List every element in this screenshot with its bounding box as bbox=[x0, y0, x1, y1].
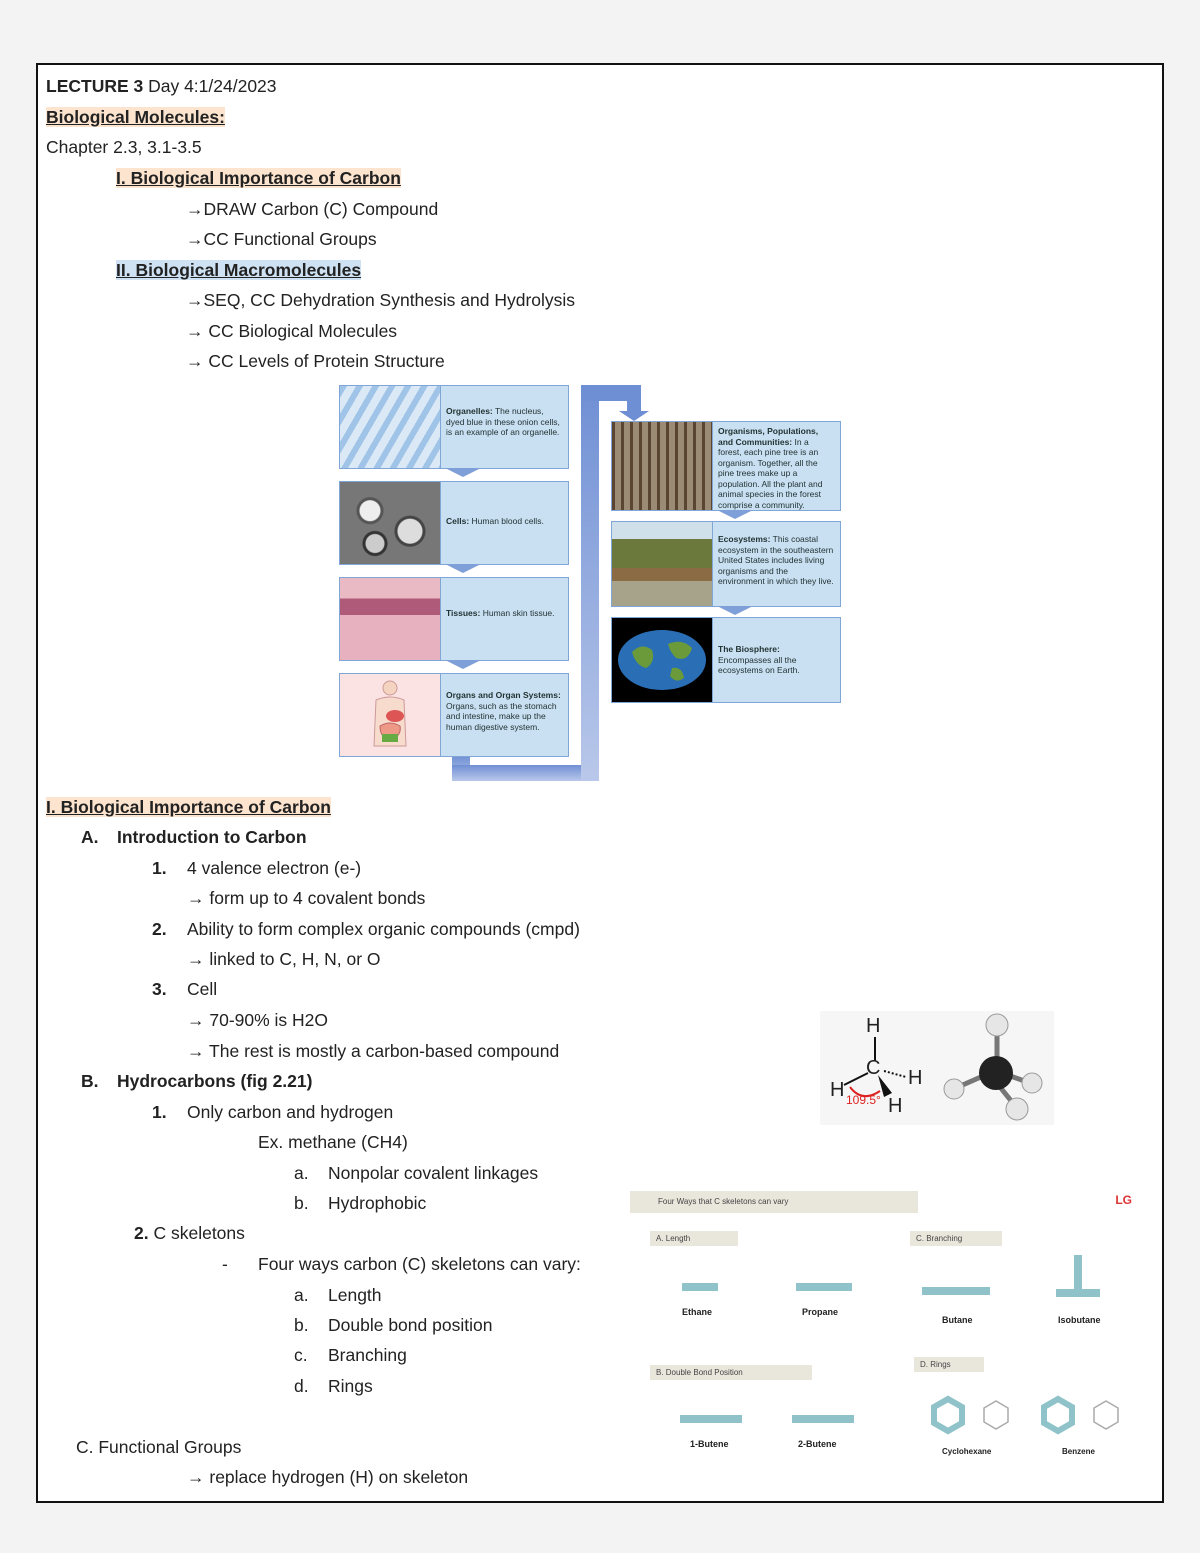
intro-to-carbon-heading: Introduction to Carbon bbox=[117, 827, 307, 847]
methane-atom-c: C bbox=[866, 1057, 881, 1079]
list-item: Four ways carbon (C) skeletons can vary: bbox=[258, 1254, 581, 1274]
bond-angle-label: 109.5° bbox=[846, 1093, 881, 1107]
item-marker: B. bbox=[81, 1071, 99, 1091]
item-number: 1. bbox=[152, 858, 167, 878]
methane-atom-h: H bbox=[830, 1079, 845, 1101]
blood-cells-image bbox=[340, 482, 441, 564]
outline-item: → CC Levels of Protein Structure bbox=[186, 351, 445, 371]
example-text: Ex. methane (CH4) bbox=[258, 1132, 408, 1152]
level-ecosystems: Ecosystems: This coastal ecosystem in the southeastern United States includes living organisms and the environment in which they live. bbox=[611, 521, 841, 607]
dash-marker: - bbox=[222, 1254, 228, 1274]
level-organs: Organs and Organ Systems: Organs, such as the stomach and intestine, make up the human digestive system. bbox=[339, 673, 569, 757]
coastal-ecosystem-image bbox=[612, 522, 713, 606]
methane-atom-h: H bbox=[908, 1067, 923, 1089]
panel-label-double-bond: B. Double Bond Position bbox=[650, 1365, 812, 1380]
onion-cells-image bbox=[340, 386, 441, 468]
sub-marker: c. bbox=[294, 1345, 308, 1365]
molecule-label: Cyclohexane bbox=[942, 1447, 992, 1456]
carbon-skeletons-figure bbox=[630, 1189, 1140, 1467]
skin-tissue-image bbox=[340, 578, 441, 660]
list-subitem: → 70-90% is H2O bbox=[187, 1010, 329, 1030]
c-skeletons-item: 2. C skeletons bbox=[134, 1223, 245, 1243]
outline-section-2: II. Biological Macromolecules bbox=[116, 260, 362, 280]
outline-section-1: I. Biological Importance of Carbon bbox=[116, 168, 401, 188]
chapter-text: Chapter 2.3, 3.1-3.5 bbox=[46, 137, 202, 157]
section-1-title: I. Biological Importance of Carbon bbox=[46, 797, 331, 817]
molecule-label: Propane bbox=[802, 1307, 839, 1317]
methane-structure-figure bbox=[820, 1011, 1054, 1125]
sub-marker: d. bbox=[294, 1376, 309, 1396]
outline-item: →SEQ, CC Dehydration Synthesis and Hydrolysis bbox=[186, 290, 576, 310]
molecule-label: 2-Butene bbox=[798, 1439, 837, 1449]
list-item: Only carbon and hydrogen bbox=[187, 1102, 394, 1122]
sub-item: Length bbox=[328, 1285, 382, 1305]
sub-marker: a. bbox=[294, 1163, 309, 1183]
functional-groups-heading: C. Functional Groups bbox=[76, 1437, 242, 1457]
level-organisms: Organisms, Populations, and Communities: In a forest, each pine tree is an organism. Together, all the pine trees make up a population. All the plant and animal species in the forest comprise a community. bbox=[611, 421, 841, 511]
item-number: 2. bbox=[152, 919, 167, 939]
sub-item: Branching bbox=[328, 1345, 407, 1365]
earth-image bbox=[612, 618, 713, 702]
list-subitem: → The rest is mostly a carbon-based compound bbox=[187, 1041, 560, 1061]
outline-item: →DRAW Carbon (C) Compound bbox=[186, 199, 439, 219]
methane-diagram bbox=[820, 1011, 1054, 1125]
sub-item: Nonpolar covalent linkages bbox=[328, 1163, 539, 1183]
list-item: Ability to form complex organic compounds (cmpd) bbox=[187, 919, 580, 939]
methane-atom-h: H bbox=[866, 1015, 881, 1037]
molecule-label: Butane bbox=[942, 1315, 973, 1325]
outline-item: →CC Functional Groups bbox=[186, 229, 377, 249]
hydrocarbons-heading: Hydrocarbons (fig 2.21) bbox=[117, 1071, 313, 1091]
list-item: 4 valence electron (e-) bbox=[187, 858, 362, 878]
item-number: 1. bbox=[152, 1102, 167, 1122]
lecture-heading: LECTURE 3 Day 4:1/24/2023 bbox=[46, 76, 277, 96]
list-subitem: → linked to C, H, N, or O bbox=[187, 949, 381, 969]
level-cells: Cells: Human blood cells. bbox=[339, 481, 569, 565]
item-number: 3. bbox=[152, 979, 167, 999]
sub-marker: b. bbox=[294, 1193, 309, 1213]
panel-label-length: A. Length bbox=[650, 1231, 738, 1246]
sub-marker: a. bbox=[294, 1285, 309, 1305]
methane-atom-h: H bbox=[888, 1095, 903, 1117]
panel-label-branching: C. Branching bbox=[910, 1231, 1002, 1246]
list-subitem: → replace hydrogen (H) on skeleton bbox=[187, 1467, 469, 1487]
molecule-label: Benzene bbox=[1062, 1447, 1095, 1456]
panel-label-rings: D. Rings bbox=[914, 1357, 984, 1372]
topic-heading: Biological Molecules: bbox=[46, 107, 225, 127]
sub-marker: b. bbox=[294, 1315, 309, 1335]
figure-title: Four Ways that C skeletons can vary bbox=[630, 1191, 918, 1213]
digestive-system-image bbox=[340, 674, 441, 756]
molecule-label: Ethane bbox=[682, 1307, 713, 1317]
outline-item: → CC Biological Molecules bbox=[186, 321, 398, 341]
item-marker: A. bbox=[81, 827, 99, 847]
lg-logo: LG bbox=[1115, 1193, 1132, 1207]
sub-item: Rings bbox=[328, 1376, 373, 1396]
levels-of-organization-figure bbox=[315, 383, 861, 783]
list-subitem: → form up to 4 covalent bonds bbox=[187, 888, 426, 908]
lecture-page bbox=[36, 63, 1164, 1503]
level-organelles: Organelles: The nucleus, dyed blue in these onion cells, is an example of an organelle. bbox=[339, 385, 569, 469]
molecule-label: 1-Butene bbox=[690, 1439, 729, 1449]
skeleton-structures bbox=[630, 1189, 1140, 1467]
list-item: Cell bbox=[187, 979, 218, 999]
sub-item: Hydrophobic bbox=[328, 1193, 427, 1213]
sub-item: Double bond position bbox=[328, 1315, 493, 1335]
level-biosphere: The Biosphere: Encompasses all the ecosystems on Earth. bbox=[611, 617, 841, 703]
molecule-label: Isobutane bbox=[1058, 1315, 1101, 1325]
forest-image bbox=[612, 422, 713, 510]
level-tissues: Tissues: Human skin tissue. bbox=[339, 577, 569, 661]
